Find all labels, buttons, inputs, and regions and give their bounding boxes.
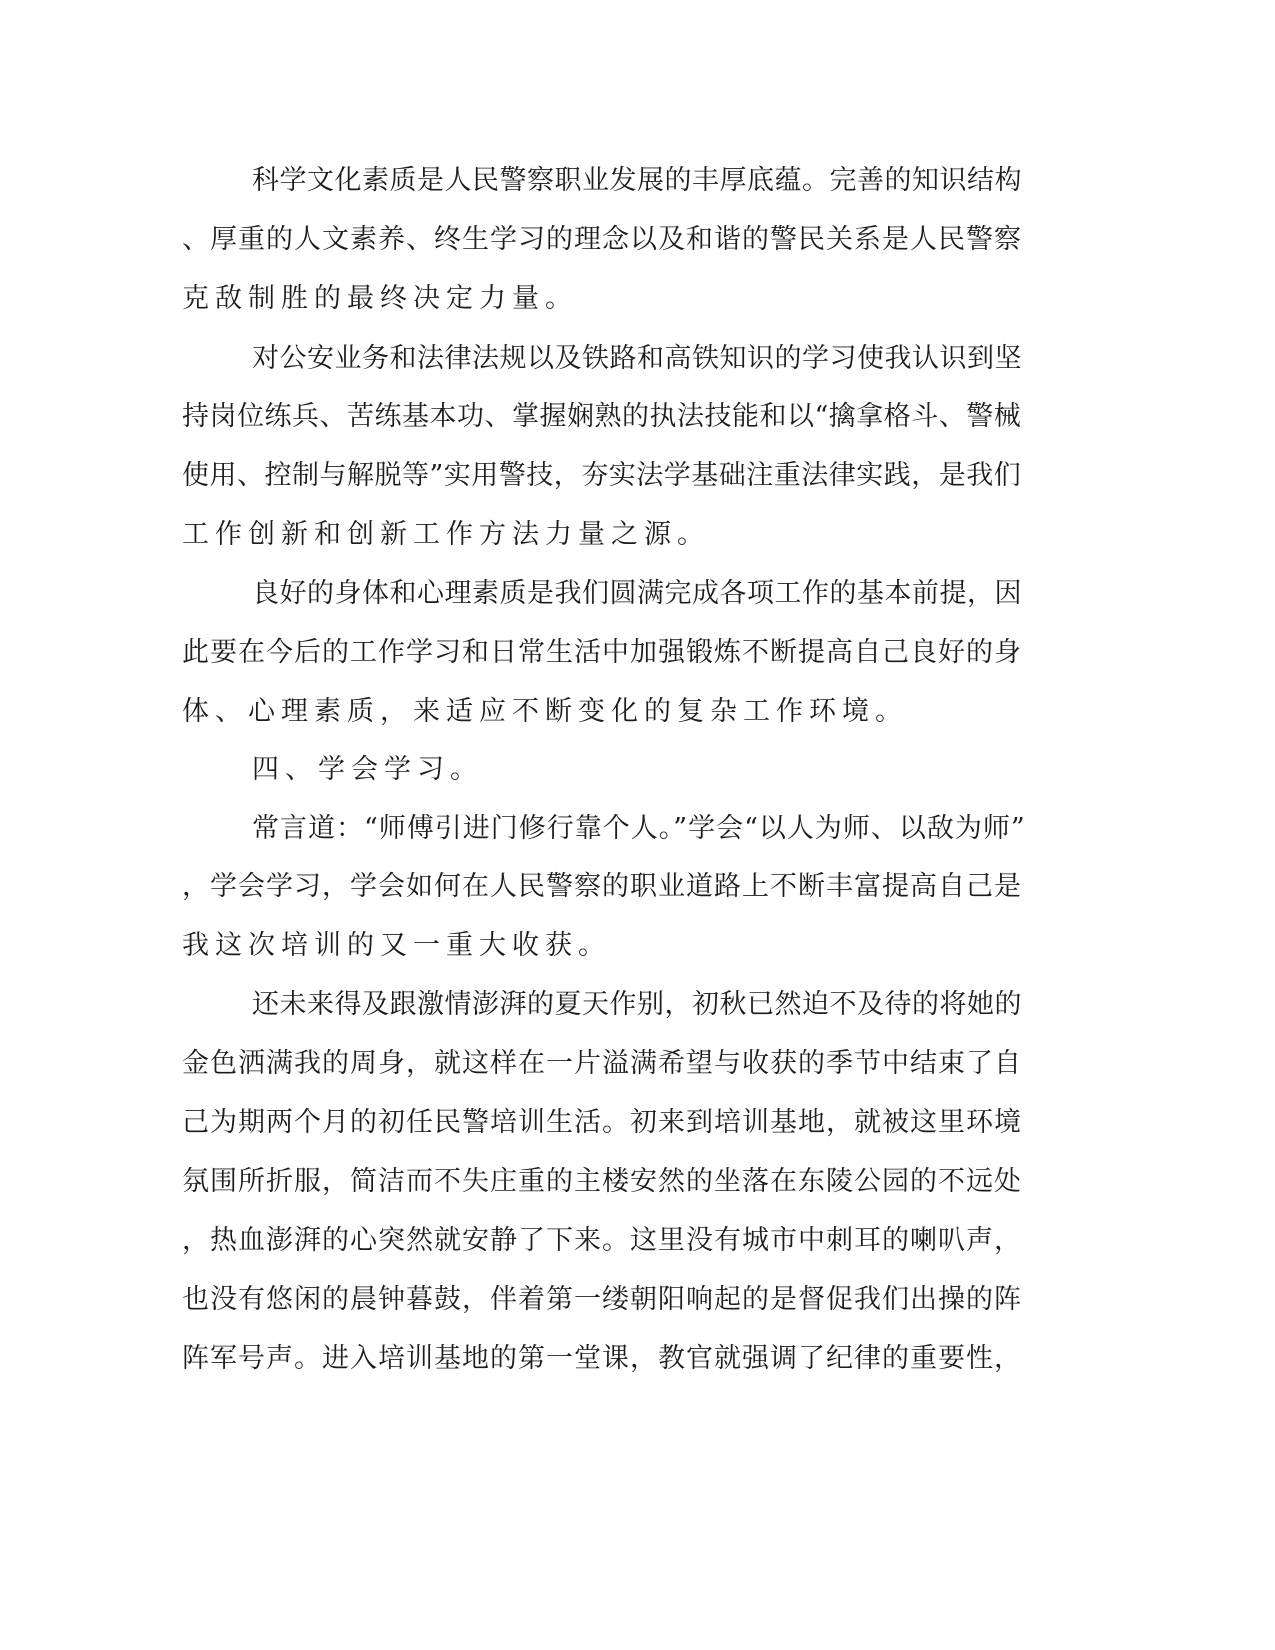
- text-line: 此要在今后的工作学习和日常生活中加强锻炼不断提高自己良好的身: [182, 637, 1022, 668]
- text-line: ，热血澎湃的心突然就安静了下来。这里没有城市中刺耳的喇叭声，: [182, 1225, 1022, 1256]
- text-line: 金色洒满我的周身，就这样在一片溢满希望与收获的季节中结束了自: [182, 1048, 1022, 1079]
- text-line: 工作创新和创新工作方法力量之源。: [182, 519, 710, 550]
- text-line: 良好的身体和心理素质是我们圆满完成各项工作的基本前提，因: [252, 578, 1022, 609]
- text-line: 也没有悠闲的晨钟暮鼓，伴着第一缕朝阳响起的是督促我们出操的阵: [182, 1284, 1022, 1315]
- text-line: 还未来得及跟激情澎湃的夏天作别，初秋已然迫不及待的将她的: [252, 989, 1022, 1020]
- text-line: 阵军号声。进入培训基地的第一堂课，教官就强调了纪律的重要性，: [182, 1343, 1022, 1374]
- text-line: 氛围所折服，简洁而不失庄重的主楼安然的坐落在东陵公园的不远处: [182, 1166, 1022, 1197]
- text-line: ，学会学习，学会如何在人民警察的职业道路上不断丰富提高自己是: [182, 871, 1022, 902]
- text-line: 科学文化素质是人民警察职业发展的丰厚底蕴。完善的知识结构: [252, 165, 1022, 196]
- text-line: 对公安业务和法律法规以及铁路和高铁知识的学习使我认识到坚: [252, 343, 1022, 374]
- text-line: 我这次培训的又一重大收获。: [182, 930, 611, 961]
- text-line: 体、心理素质，来适应不断变化的复杂工作环境。: [182, 696, 908, 727]
- text-line: 使用、控制与解脱等”实用警技，夯实法学基础注重法律实践，是我们: [182, 460, 1022, 491]
- text-line: 己为期两个月的初任民警培训生活。初来到培训基地，就被这里环境: [182, 1107, 1022, 1138]
- text-line: 克敌制胜的最终决定力量。: [182, 283, 578, 314]
- text-line: 常言道：“师傅引进门修行靠个人。”学会“以人为师、以敌为师”: [252, 813, 1026, 844]
- text-line: 持岗位练兵、苦练基本功、掌握娴熟的执法技能和以“擒拿格斗、警械: [182, 401, 1022, 432]
- section-heading: 四、学会学习。: [252, 754, 483, 785]
- text-line: 、厚重的人文素养、终生学习的理念以及和谐的警民关系是人民警察: [182, 224, 1022, 255]
